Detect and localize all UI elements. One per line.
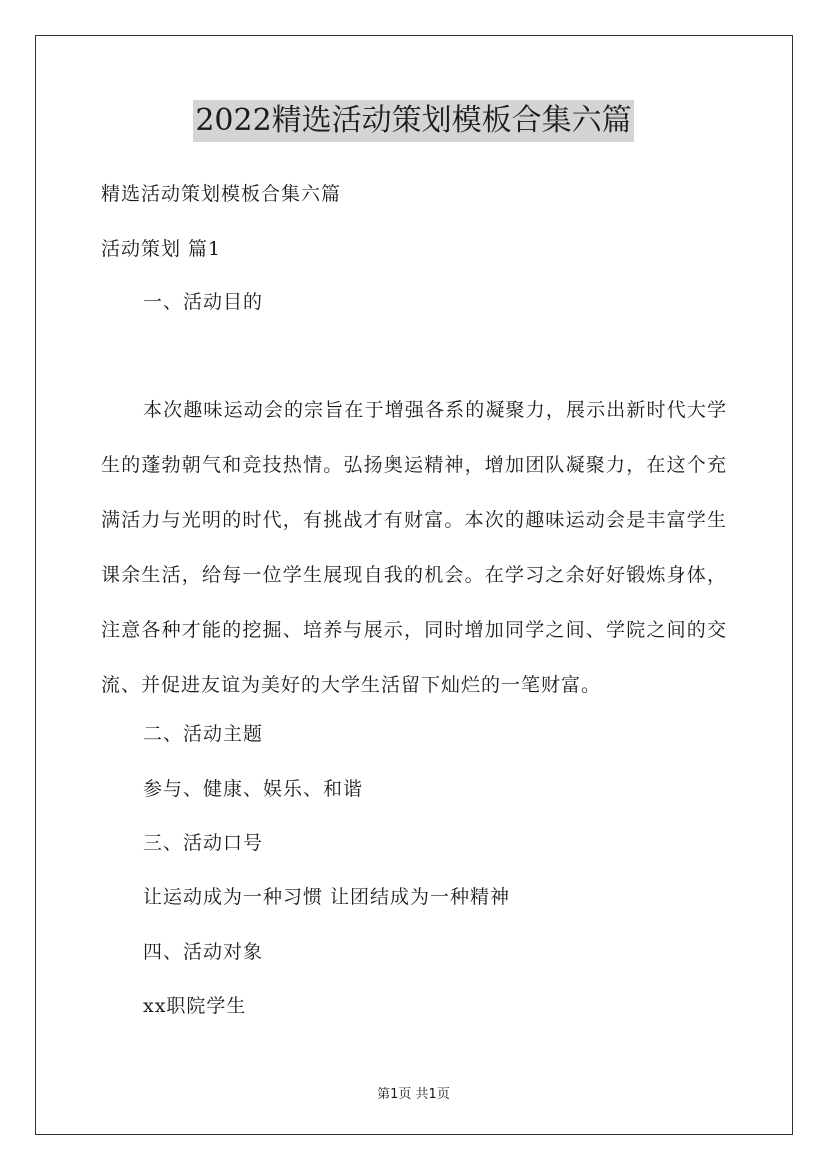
page-number: 第1页 共1页 — [377, 1087, 450, 1102]
heading-slogan: 三、活动口号 — [143, 832, 264, 854]
heading-purpose: 一、活动目的 — [143, 291, 264, 313]
page-footer — [0, 1083, 827, 1102]
purpose-paragraph: 本次趣味运动会的宗旨在于增强各系的凝聚力，展示出新时代大学生的蓬勃朝气和竞技热情。弘扬奥运精神，增加团队凝聚力，在这个充满活力与光明的时代，有挑战才有财富。本次的趣味运动会是丰富学生课余生活，给每一位学生展现自我的机会。在学习之余好好锻炼身体，注意各种才能的挖掘、培养与展示，同时增加同学之间、学院之间的交流、并促进友谊为美好的大学生活留下灿烂的一笔财富。 — [101, 399, 727, 696]
document-title: 2022精选活动策划模板合集六篇 — [193, 100, 633, 142]
audience-text: xx职院学生 — [143, 995, 247, 1017]
heading-audience: 四、活动对象 — [143, 941, 264, 963]
slogan-text: 让运动成为一种习惯 让团结成为一种精神 — [143, 886, 511, 908]
document-subtitle: 精选活动策划模板合集六篇 — [101, 183, 342, 205]
heading-theme: 二、活动主题 — [143, 723, 264, 745]
title-wrap — [0, 100, 827, 142]
theme-text: 参与、健康、娱乐、和谐 — [143, 778, 364, 800]
section-label: 活动策划 篇1 — [101, 238, 222, 260]
